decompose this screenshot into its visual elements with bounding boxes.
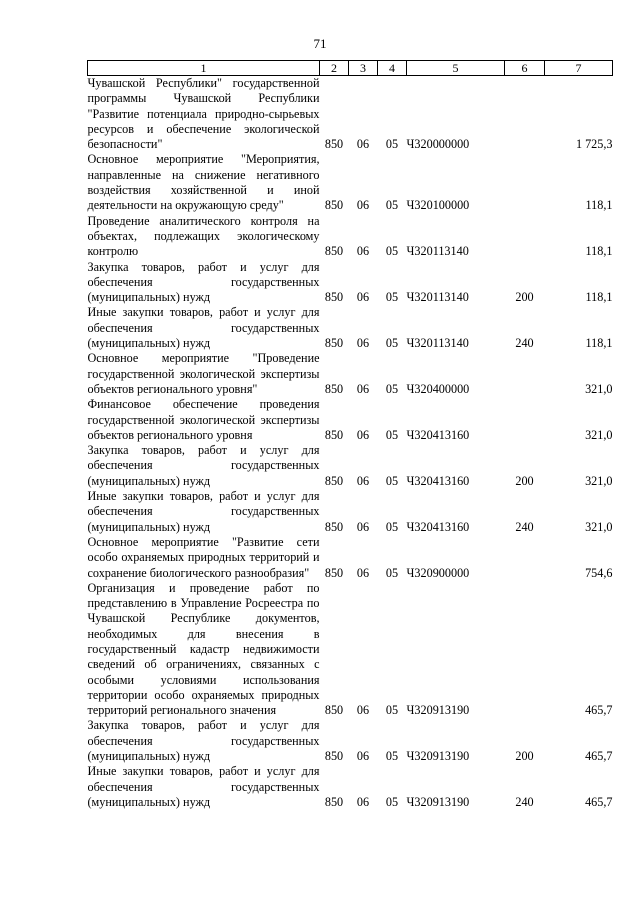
row-csr-cell: Ч320900000: [406, 565, 470, 580]
row-csr-cell: Ч320913190: [406, 749, 470, 764]
row-pr-cell: 05: [385, 381, 399, 396]
row-rz-cell: 06: [356, 137, 370, 152]
row-vr-cell: 240: [515, 519, 534, 534]
table-row: [88, 718, 613, 764]
row-name-cell: Иные закупки товаров, работ и услуг для обеспечения государственных (муниципальных) нужд: [87, 764, 320, 809]
row-vr-cell: [505, 152, 545, 213]
row-gr-cell: 850: [324, 749, 344, 764]
row-name-cell: Иные закупки товаров, работ и услуг для обеспечения государственных (муниципальных) нужд: [87, 305, 320, 351]
row-gr-cell: 850: [324, 198, 344, 213]
row-rz-cell: 06: [356, 473, 370, 488]
row-csr-cell: Ч320113140: [406, 244, 469, 259]
column-header: 4: [378, 61, 407, 76]
row-rz-cell: 06: [356, 336, 370, 351]
row-vr-cell: 240: [515, 336, 534, 351]
row-gr-cell: 850: [324, 703, 344, 718]
row-rz-cell: 06: [356, 794, 370, 809]
row-gr-cell: 850: [324, 473, 344, 488]
row-pr-cell: 05: [385, 703, 399, 718]
row-pr-cell: 05: [385, 519, 399, 534]
row-vr-cell: [505, 535, 545, 581]
row-gr-cell: 850: [324, 565, 344, 580]
row-csr-cell: Ч320413160: [406, 473, 470, 488]
table-row: [88, 581, 613, 719]
row-sum-cell: 321,0: [585, 473, 613, 488]
row-gr-cell: 850: [324, 794, 344, 809]
row-sum-cell: 118,1: [585, 244, 613, 259]
row-name-cell: Проведение аналитического контроля на объектах, подлежащих экологическому контролю: [87, 213, 320, 259]
row-pr-cell: 05: [385, 794, 399, 809]
row-gr-cell: 850: [324, 381, 344, 396]
column-header: 2: [320, 61, 349, 76]
row-rz-cell: 06: [356, 749, 370, 764]
row-csr-cell: Ч320100000: [406, 198, 470, 213]
row-pr-cell: 05: [385, 290, 399, 305]
row-gr-cell: 850: [324, 427, 344, 442]
budget-table: [87, 60, 613, 810]
table-row: [88, 214, 613, 260]
table-row: [88, 351, 613, 397]
row-name-cell: Чувашской Республики" государственной программы Чувашской Республики "Развитие потенциала природно-сырьевых ресурсов и обеспечение экологической безопасности": [87, 76, 320, 152]
row-vr-cell: [505, 76, 545, 153]
row-vr-cell: [505, 581, 545, 719]
table-row: [88, 764, 613, 810]
row-sum-cell: 118,1: [585, 198, 613, 213]
table-row: [88, 535, 613, 581]
row-sum-cell: 465,7: [585, 749, 613, 764]
row-csr-cell: Ч320000000: [406, 137, 470, 152]
row-csr-cell: Ч320400000: [406, 381, 470, 396]
row-csr-cell: Ч320913190: [406, 794, 470, 809]
row-name-cell: Иные закупки товаров, работ и услуг для обеспечения государственных (муниципальных) нужд: [87, 489, 320, 534]
row-sum-cell: 465,7: [585, 703, 613, 718]
row-pr-cell: 05: [385, 198, 399, 213]
row-gr-cell: 850: [324, 137, 344, 152]
row-name-cell: Основное мероприятие "Мероприятия, направленные на снижение негативного воздействия хозяйственной и иной деятельности на окружающую среду": [87, 152, 320, 213]
row-sum-cell: 321,0: [585, 519, 613, 534]
row-gr-cell: 850: [324, 290, 344, 305]
table-row: [88, 76, 613, 153]
row-vr-cell: 240: [515, 794, 534, 809]
row-sum-cell: 1 725,3: [575, 137, 613, 152]
row-vr-cell: [505, 351, 545, 397]
row-pr-cell: 05: [385, 336, 399, 351]
row-csr-cell: Ч320413160: [406, 427, 470, 442]
row-name-cell: Финансовое обеспечение проведения государственной экологической экспертизы объектов регионального уровня: [87, 397, 320, 442]
row-csr-cell: Ч320113140: [406, 336, 469, 351]
table-row: [88, 260, 613, 306]
row-rz-cell: 06: [356, 198, 370, 213]
row-csr-cell: Ч320113140: [406, 290, 469, 305]
row-name-cell: Закупка товаров, работ и услуг для обеспечения государственных (муниципальных) нужд: [87, 443, 320, 488]
row-sum-cell: 321,0: [585, 381, 613, 396]
row-csr-cell: Ч320413160: [406, 519, 470, 534]
table-header-row: [88, 61, 613, 76]
table-row: [88, 489, 613, 535]
row-name-cell: Организация и проведение работ по представлению в Управление Росреестра по Чувашской Республике документов, необходимых для внесения в государственный кадастр недвижимости сведений об ограничениях, связанных с особыми условиями использования территории особо охраняемых природных территорий регионального значения: [87, 580, 320, 718]
row-gr-cell: 850: [324, 336, 344, 351]
page-number: 71: [313, 36, 327, 51]
row-pr-cell: 05: [385, 427, 399, 442]
row-name-cell: Закупка товаров, работ и услуг для обеспечения государственных (муниципальных) нужд: [87, 259, 320, 305]
column-header: 7: [545, 61, 613, 76]
table-row: [88, 397, 613, 443]
row-rz-cell: 06: [356, 427, 370, 442]
row-vr-cell: 200: [515, 290, 534, 305]
row-vr-cell: 200: [515, 749, 534, 764]
table-row: [88, 305, 613, 351]
row-sum-cell: 118,1: [585, 336, 613, 351]
row-rz-cell: 06: [356, 519, 370, 534]
row-rz-cell: 06: [356, 703, 370, 718]
row-pr-cell: 05: [385, 473, 399, 488]
row-sum-cell: 321,0: [585, 427, 613, 442]
row-gr-cell: 850: [324, 519, 344, 534]
row-gr-cell: 850: [324, 244, 344, 259]
row-pr-cell: 05: [385, 137, 399, 152]
row-name-cell: Закупка товаров, работ и услуг для обеспечения государственных (муниципальных) нужд: [87, 718, 320, 764]
row-vr-cell: [505, 214, 545, 260]
table-row: [88, 152, 613, 213]
row-sum-cell: 754,6: [585, 565, 613, 580]
row-pr-cell: 05: [385, 565, 399, 580]
column-header: 5: [407, 61, 505, 76]
row-rz-cell: 06: [356, 290, 370, 305]
row-pr-cell: 05: [385, 749, 399, 764]
column-header: 3: [349, 61, 378, 76]
row-sum-cell: 465,7: [585, 794, 613, 809]
column-header: 6: [505, 61, 545, 76]
column-header: 1: [88, 61, 320, 76]
row-rz-cell: 06: [356, 244, 370, 259]
row-name-cell: Основное мероприятие "Проведение государственной экологической экспертизы объектов регионального уровня": [87, 351, 320, 396]
row-csr-cell: Ч320913190: [406, 703, 470, 718]
row-vr-cell: [505, 397, 545, 443]
row-rz-cell: 06: [356, 381, 370, 396]
row-name-cell: Основное мероприятие "Развитие сети особо охраняемых природных территорий и сохранение биологического разнообразия": [87, 534, 320, 580]
row-vr-cell: 200: [515, 473, 534, 488]
row-pr-cell: 05: [385, 244, 399, 259]
row-sum-cell: 118,1: [585, 290, 613, 305]
row-rz-cell: 06: [356, 565, 370, 580]
table-row: [88, 443, 613, 489]
